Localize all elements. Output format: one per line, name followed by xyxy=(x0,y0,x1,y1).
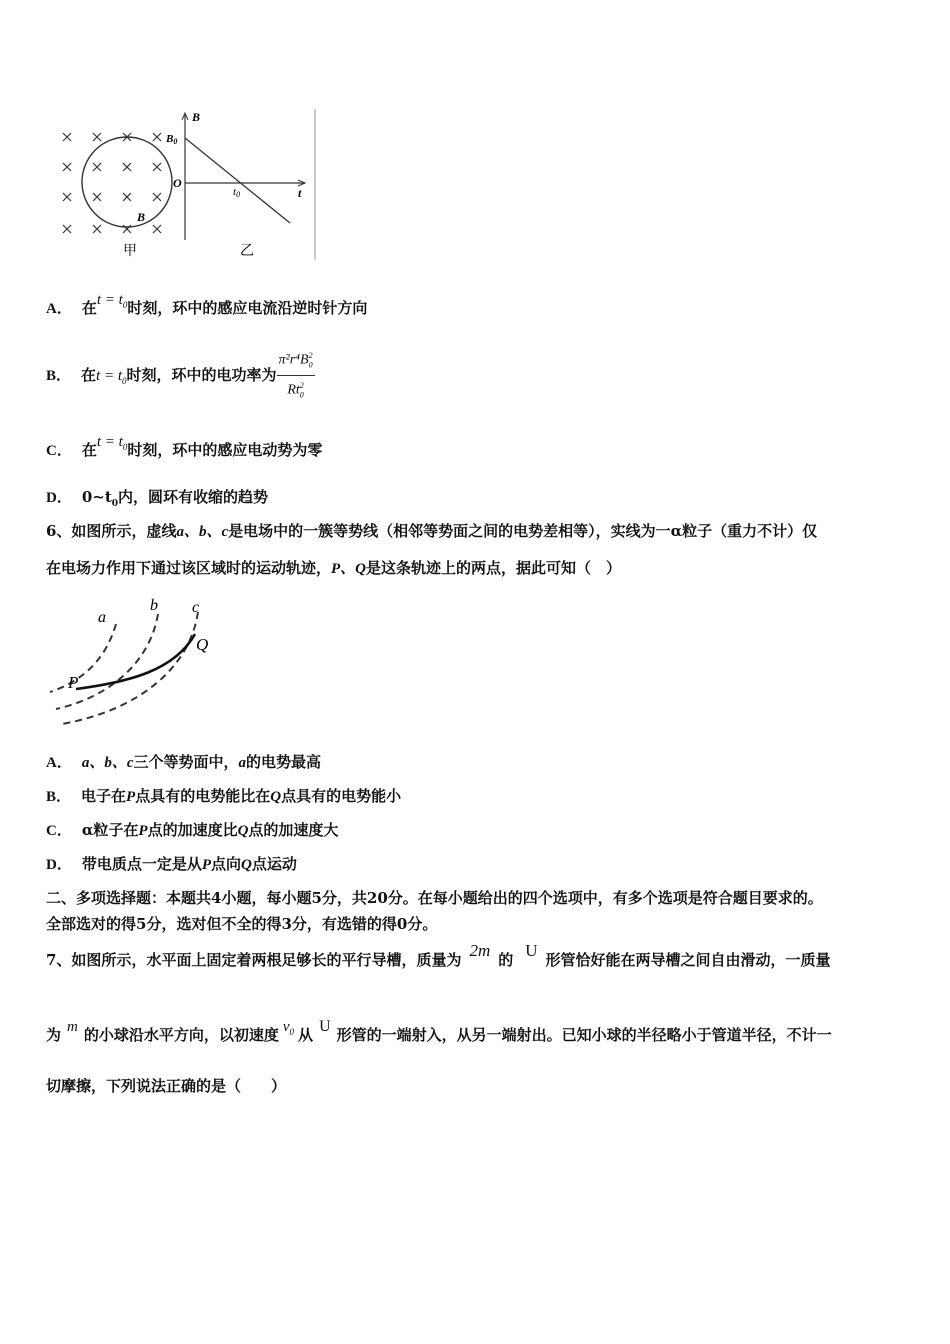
q5-option-b[interactable] xyxy=(46,347,315,406)
q5-option-a[interactable] xyxy=(46,292,368,324)
origin-label: O xyxy=(173,176,182,190)
option-pre: 在 xyxy=(81,365,97,384)
q6-option-b[interactable]: B． 电子在P点具有的电势能比在Q点具有的电势能小 xyxy=(46,787,402,805)
t0-label: t0 xyxy=(233,186,241,199)
option-text: 时刻，环中的感应电流沿逆时针方向 xyxy=(127,299,368,317)
q7-line3: 切摩擦，下列说法正确的是（ ） xyxy=(46,1077,287,1095)
section2-heading-line1: 二、多项选择题：本题共4小题，每小题5分，共20分。在每小题给出的四个选项中，有多个选项是符合题目要求的。 xyxy=(46,889,823,907)
figure-equipotential xyxy=(40,592,230,732)
axis-t-label: t xyxy=(298,186,302,200)
ring-b-label: B xyxy=(137,210,146,224)
label-a: a xyxy=(98,609,106,626)
option-pre: 在 xyxy=(81,441,97,459)
option-letter: C． xyxy=(46,443,72,459)
label-b: b xyxy=(150,597,158,614)
option-letter: B． xyxy=(46,367,72,384)
figure-magnetic-ring xyxy=(55,105,320,265)
math-t-t0: $t = t_0$ xyxy=(96,367,127,386)
cross-marks xyxy=(63,133,161,233)
q6-option-d[interactable]: D． 带电质点一定是从P点向Q点运动 xyxy=(46,855,297,873)
label-p: P xyxy=(68,673,79,692)
q6-option-a[interactable]: A． a、b、c三个等势面中，a的电势最高 xyxy=(46,753,322,771)
option-pre: 0~t xyxy=(81,488,112,506)
axis-b-label: B xyxy=(192,110,201,124)
left-figure-caption: 甲 xyxy=(123,244,137,259)
section2-heading-line2: 全部选对的得5分，选对但不全的得3分，有选错的得0分。 xyxy=(46,915,438,933)
q6-stem-line1: 6、如图所示，虚线a、b、c是电场中的一簇等势线（相邻等势面之间的电势差相等），实线为一α粒子（重力不计）仅 xyxy=(46,522,818,540)
option-letter: D． xyxy=(46,490,72,506)
power-fraction: $\frac{\pi^2r^4B_0^2}{Rt_0^2}$ xyxy=(277,347,315,405)
q6-stem-line2: 在电场力作用下通过该区域时的运动轨迹，P、Q是这条轨迹上的两点，据此可知（ ） xyxy=(46,559,622,577)
q6-option-c[interactable]: C． α粒子在P点的加速度比Q点的加速度大 xyxy=(46,821,339,839)
option-pre: 在 xyxy=(81,299,97,317)
label-q: Q xyxy=(196,635,209,654)
right-figure-caption: 乙 xyxy=(240,244,254,259)
label-c: c xyxy=(192,599,200,616)
option-text: 时刻，环中的电功率为 xyxy=(126,365,277,384)
equipotential-b xyxy=(56,614,158,709)
equipotential-a xyxy=(50,624,116,692)
option-text: 内，圆环有收缩的趋势 xyxy=(118,488,269,506)
q7-line2: 为 m 的小球沿水平方向，以初速度 $v_0$ 从 U 形管的一端射入，从另一端射出。已知小球的半径略小于管道半径，不计一 xyxy=(46,1018,832,1044)
q5-option-c[interactable] xyxy=(46,434,323,466)
math-t-t0: $t = t_0$ xyxy=(96,434,128,452)
b0-label: B0 xyxy=(166,133,178,146)
conducting-ring xyxy=(82,137,172,227)
q5-option-d[interactable] xyxy=(46,487,268,514)
option-text: 时刻，环中的感应电动势为零 xyxy=(127,441,323,459)
q7-line1: 7、如图所示，水平面上固定着两根足够长的平行导槽，质量为 2m 的 U 形管恰好能在两导槽之间自由滑动，一质量 xyxy=(46,941,831,969)
math-t-t0: $t = t_0$ xyxy=(96,292,128,310)
option-letter: A． xyxy=(46,301,72,317)
option-sub: 0 xyxy=(111,499,119,509)
b-t-line xyxy=(185,138,290,223)
